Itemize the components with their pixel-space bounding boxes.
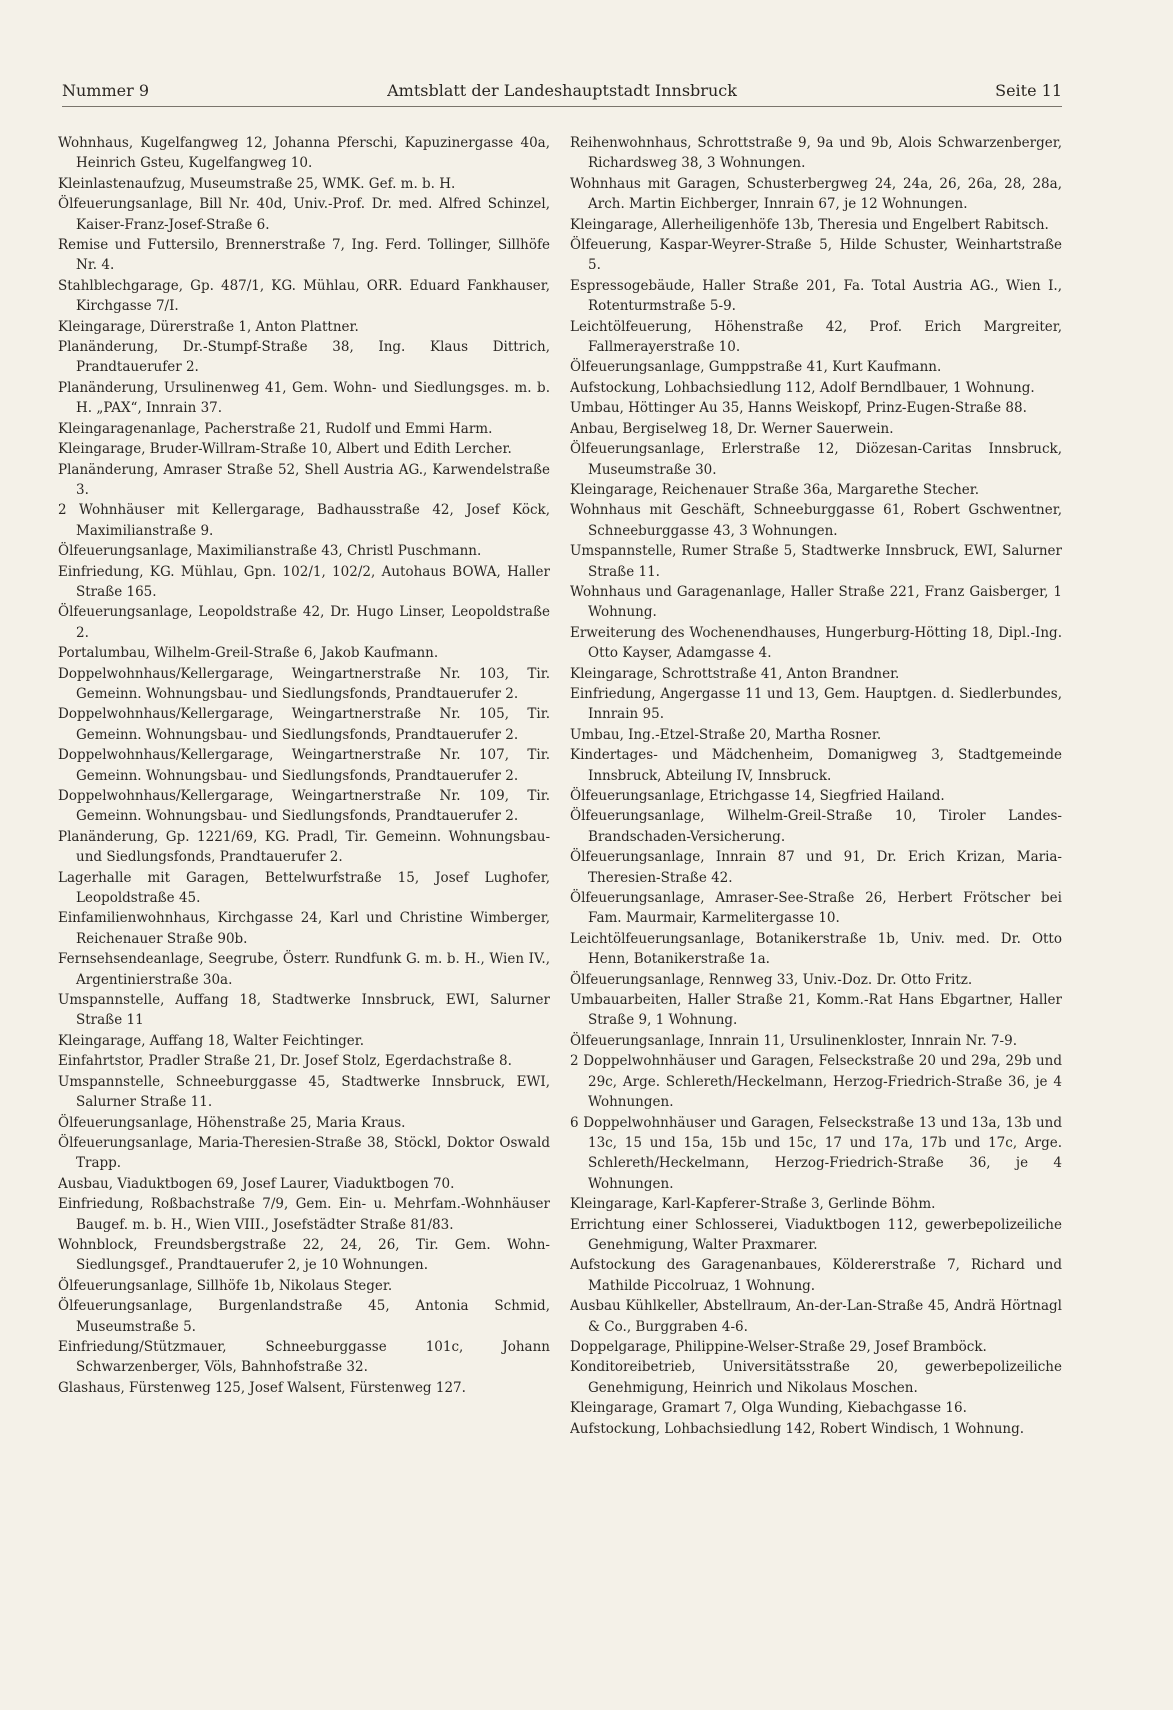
permit-entry: Kleingarage, Allerheiligenhöfe 13b, Theresia und Engelbert Rabitsch.	[570, 216, 1049, 233]
permit-entry: Espressogebäude, Haller Straße 201, Fa. Total Austria AG., Wien I., Rotenturmstraße 5-9.	[570, 277, 1062, 315]
permit-entry: Leichtölfeuerungsanlage, Botanikerstraße 1b, Univ. med. Dr. Otto Henn, Botanikerstraße 1a.	[570, 930, 1062, 968]
permit-entry: Remise und Futtersilo, Brennerstraße 7, Ing. Ferd. Tollinger, Sillhöfe Nr. 4.	[58, 237, 550, 274]
permit-entry: Ölfeuerungsanlage, Maximilianstraße 43, Christl Puschmann.	[58, 543, 482, 560]
permit-entry: Konditoreibetrieb, Universitätsstraße 20, gewerbepolizeiliche Genehmigung, Heinrich und Nikolaus Moschen.	[570, 1359, 1062, 1396]
permit-entry: Einfahrtstor, Pradler Straße 21, Dr. Josef Stolz, Egerdachstraße 8.	[58, 1053, 512, 1070]
permit-entry: Ölfeuerungsanlage, Rennweg 33, Univ.-Doz. Dr. Otto Fritz.	[570, 971, 973, 988]
permit-entry: Wohnhaus, Kugelfangweg 12, Johanna Pferschi, Kapuzinergasse 40a, Heinrich Gsteu, Kugelfangweg 10.	[58, 135, 550, 172]
permit-entry: Aufstockung des Garagenanbaues, Köldererstraße 7, Richard und Mathilde Piccolruaz, 1 Wohnung.	[570, 1257, 1062, 1294]
permit-entry: Kleingarage, Auffang 18, Walter Feichtinger.	[58, 1032, 365, 1049]
permit-entry: 6 Doppelwohnhäuser und Garagen, Felseckstraße 13 und 13a, 13b und 13c, 15 und 15a, 15b und 15c, 17 und 17a, 17b und 17c, Arge. Schlereth/Heckelmann, Herzog-Friedrich-Straße 36, je 4 Wohnungen.	[570, 1114, 1062, 1192]
permit-entry: Ölfeuerungsanlage, Wilhelm-Greil-Straße 10, Tiroler Landes-Brandschaden-Versicherung.	[570, 808, 1062, 845]
permit-entry: Ölfeuerungsanlage, Sillhöfe 1b, Nikolaus Steger.	[58, 1277, 393, 1294]
permit-entry: Ölfeuerungsanlage, Innrain 87 und 91, Dr. Erich Krizan, Maria-Theresien-Straße 42.	[570, 849, 1062, 886]
permit-entry: Planänderung, Ursulinenweg 41, Gem. Wohn- und Siedlungsges. m. b. H. „PAX“, Innrain 37.	[58, 379, 550, 417]
permit-entry: Kleingarage, Schrottstraße 41, Anton Brandner.	[570, 665, 900, 682]
permit-entry: Umbauarbeiten, Haller Straße 21, Komm.-Rat Hans Ebgartner, Haller Straße 9, 1 Wohnung.	[570, 992, 1062, 1029]
permit-entry: Ölfeuerungsanlage, Maria-Theresien-Straße 38, Stöckl, Doktor Oswald Trapp.	[58, 1134, 550, 1172]
permit-entry: Lagerhalle mit Garagen, Bettelwurfstraße 15, Josef Lughofer, Leopoldstraße 45.	[58, 869, 550, 907]
permit-entry: Wohnhaus mit Garagen, Schusterbergweg 24, 24a, 26, 26a, 28, 28a, Arch. Martin Eichberger, Innrain 67, je 12 Wohnungen.	[570, 175, 1062, 213]
permit-entry: Kleingarage, Dürerstraße 1, Anton Plattner.	[58, 318, 359, 335]
permit-entry: Planänderung, Amraser Straße 52, Shell Austria AG., Karwendelstraße 3.	[58, 461, 550, 498]
permit-entry: Kleinlastenaufzug, Museumstraße 25, WMK. Gef. m. b. H.	[58, 175, 456, 192]
permit-entry: Ölfeuerungsanlage, Erlerstraße 12, Diözesan-Caritas Innsbruck, Museumstraße 30.	[570, 441, 1062, 478]
permit-entry: Errichtung einer Schlosserei, Viaduktbogen 112, gewerbepolizeiliche Genehmigung, Walter Praxmarer.	[570, 1216, 1062, 1253]
permit-entry: Umspannstelle, Rumer Straße 5, Stadtwerke Innsbruck, EWI, Salurner Straße 11.	[570, 543, 1062, 580]
permit-entry: Doppelgarage, Philippine-Welser-Straße 29, Josef Bramböck.	[570, 1338, 987, 1355]
permit-entry: 2 Wohnhäuser mit Kellergarage, Badhausstraße 42, Josef Köck, Maximilianstraße 9.	[58, 502, 550, 539]
permit-entry: Kindertages- und Mädchenheim, Domanigweg 3, Stadtgemeinde Innsbruck, Abteilung IV, Innsbruck.	[570, 747, 1062, 784]
permit-entry: Kleingarage, Karl-Kapferer-Straße 3, Gerlinde Böhm.	[570, 1196, 936, 1213]
permit-entry: Kleingarage, Reichenauer Straße 36a, Margarethe Stecher.	[570, 481, 980, 498]
permit-entry: Aufstockung, Lohbachsiedlung 112, Adolf Berndlbauer, 1 Wohnung.	[570, 379, 1035, 396]
right-column	[570, 133, 1062, 1693]
permit-entry: Wohnhaus mit Geschäft, Schneeburggasse 61, Robert Gschwentner, Schneeburggasse 43, 3 Wohnungen.	[570, 502, 1062, 539]
permit-entry: Doppelwohnhaus/Kellergarage, Weingartnerstraße Nr. 109, Tir. Gemeinn. Wohnungsbau- und Siedlungsfonds, Prandtauerufer 2.	[58, 788, 550, 825]
permit-entry: Umspannstelle, Auffang 18, Stadtwerke Innsbruck, EWI, Salurner Straße 11	[58, 992, 550, 1029]
permit-entry: Planänderung, Dr.-Stumpf-Straße 38, Ing. Klaus Dittrich, Prandtauerufer 2.	[58, 339, 550, 376]
permit-entry: Ölfeuerung, Kaspar-Weyrer-Straße 5, Hilde Schuster, Weinhartstraße 5.	[570, 237, 1062, 274]
permit-entry: Einfamilienwohnhaus, Kirchgasse 24, Karl und Christine Wimberger, Reichenauer Straße 90b.	[58, 910, 550, 947]
permit-entry: Einfriedung, Angergasse 11 und 13, Gem. Hauptgen. d. Siedlerbundes, Innrain 95.	[570, 685, 1062, 723]
permit-entry: Umbau, Ing.-Etzel-Straße 20, Martha Rosner.	[570, 726, 882, 743]
permit-entry: Ausbau Kühlkeller, Abstellraum, An-der-Lan-Straße 45, Andrä Hörtnagl & Co., Burggraben 4-6.	[570, 1298, 1062, 1335]
permit-entry: Ölfeuerungsanlage, Leopoldstraße 42, Dr. Hugo Linser, Leopoldstraße 2.	[58, 604, 550, 641]
permit-entry: Anbau, Bergiselweg 18, Dr. Werner Sauerwein.	[570, 420, 894, 437]
permit-entry: Umspannstelle, Schneeburggasse 45, Stadtwerke Innsbruck, EWI, Salurner Straße 11.	[58, 1073, 550, 1111]
permit-entry: Fernsehsendeanlage, Seegrube, Österr. Rundfunk G. m. b. H., Wien IV., Argentinierstraße 30a.	[58, 951, 550, 988]
permit-entry: Ölfeuerungsanlage, Innrain 11, Ursulinenkloster, Innrain Nr. 7-9.	[570, 1032, 1017, 1049]
permit-entry: Umbau, Höttinger Au 35, Hanns Weiskopf, Prinz-Eugen-Straße 88.	[570, 400, 1027, 417]
permit-entry: Ölfeuerungsanlage, Bill Nr. 40d, Univ.-Prof. Dr. med. Alfred Schinzel, Kaiser-Franz-Josef-Straße 6.	[58, 196, 550, 233]
permit-entry: Ölfeuerungsanlage, Burgenlandstraße 45, Antonia Schmid, Museumstraße 5.	[58, 1298, 550, 1335]
permit-entry: Leichtölfeuerung, Höhenstraße 42, Prof. Erich Margreiter, Fallmerayerstraße 10.	[570, 318, 1062, 356]
left-column	[58, 133, 550, 1693]
issue-number: Nummer 9	[62, 81, 150, 100]
permit-entry: Aufstockung, Lohbachsiedlung 142, Robert Windisch, 1 Wohnung.	[570, 1420, 1025, 1437]
publication-title: Amtsblatt der Landeshauptstadt Innsbruck	[387, 81, 737, 100]
permit-entry: Erweiterung des Wochenendhauses, Hungerburg-Hötting 18, Dipl.-Ing. Otto Kayser, Adamgasse 4.	[570, 624, 1062, 662]
permit-entry: Stahlblechgarage, Gp. 487/1, KG. Mühlau, ORR. Eduard Fankhauser, Kirchgasse 7/I.	[58, 277, 550, 315]
permit-entry: Glashaus, Fürstenweg 125, Josef Walsent, Fürstenweg 127.	[58, 1379, 466, 1396]
permit-entry: Kleingaragenanlage, Pacherstraße 21, Rudolf und Emmi Harm.	[58, 420, 493, 437]
permit-entry: Einfriedung, Roßbachstraße 7/9, Gem. Ein- u. Mehrfam.-Wohnhäuser Baugef. m. b. H., Wien VIII., Josefstädter Straße 81/83.	[58, 1196, 550, 1233]
page-header	[62, 78, 1062, 107]
permit-entry: Doppelwohnhaus/Kellergarage, Weingartnerstraße Nr. 105, Tir. Gemeinn. Wohnungsbau- und Siedlungsfonds, Prandtauerufer 2.	[58, 706, 550, 743]
permit-entry: Kleingarage, Bruder-Willram-Straße 10, Albert und Edith Lercher.	[58, 441, 512, 458]
permit-entry: Wohnhaus und Garagenanlage, Haller Straße 221, Franz Gaisberger, 1 Wohnung.	[570, 583, 1062, 621]
permit-entry: Kleingarage, Gramart 7, Olga Wunding, Kiebachgasse 16.	[570, 1400, 967, 1417]
permit-entry: Doppelwohnhaus/Kellergarage, Weingartnerstraße Nr. 107, Tir. Gemeinn. Wohnungsbau- und Siedlungsfonds, Prandtauerufer 2.	[58, 747, 550, 784]
permit-entry: Ölfeuerungsanlage, Gumppstraße 41, Kurt Kaufmann.	[570, 359, 942, 376]
permit-entry: Ausbau, Viaduktbogen 69, Josef Laurer, Viaduktbogen 70.	[58, 1175, 455, 1192]
permit-entry: Ölfeuerungsanlage, Etrichgasse 14, Siegfried Hailand.	[570, 788, 945, 804]
permit-entry: Reihenwohnhaus, Schrottstraße 9, 9a und 9b, Alois Schwarzenberger, Richardsweg 38, 3 Wohnungen.	[570, 135, 1062, 172]
permit-entry: 2 Doppelwohnhäuser und Garagen, Felseckstraße 20 und 29a, 29b und 29c, Arge. Schlereth/Heckelmann, Herzog-Friedrich-Straße 36, je 4 Wohnungen.	[570, 1053, 1062, 1111]
permit-entry: Einfriedung, KG. Mühlau, Gpn. 102/1, 102/2, Autohaus BOWA, Haller Straße 165.	[58, 563, 550, 600]
permit-entry: Doppelwohnhaus/Kellergarage, Weingartnerstraße Nr. 103, Tir. Gemeinn. Wohnungsbau- und Siedlungsfonds, Prandtauerufer 2.	[58, 665, 550, 702]
permit-entry: Portalumbau, Wilhelm-Greil-Straße 6, Jakob Kaufmann.	[58, 645, 439, 662]
page-number: Seite 11	[995, 81, 1062, 100]
permit-entry: Ölfeuerungsanlage, Amraser-See-Straße 26, Herbert Frötscher bei Fam. Maurmair, Karmelitergasse 10.	[570, 890, 1062, 927]
permit-entry: Ölfeuerungsanlage, Höhenstraße 25, Maria Kraus.	[58, 1114, 406, 1131]
permit-entry: Wohnblock, Freundsbergstraße 22, 24, 26, Tir. Gem. Wohn- Siedlungsgef., Prandtauerufer 2, je 10 Wohnungen.	[58, 1236, 550, 1274]
permit-entry: Planänderung, Gp. 1221/69, KG. Pradl, Tir. Gemeinn. Wohnungsbau- und Siedlungsfonds, Prandtauerufer 2.	[58, 828, 550, 866]
permit-entry: Einfriedung/Stützmauer, Schneeburggasse 101c, Johann Schwarzenberger, Völs, Bahnhofstraße 32.	[58, 1338, 550, 1376]
